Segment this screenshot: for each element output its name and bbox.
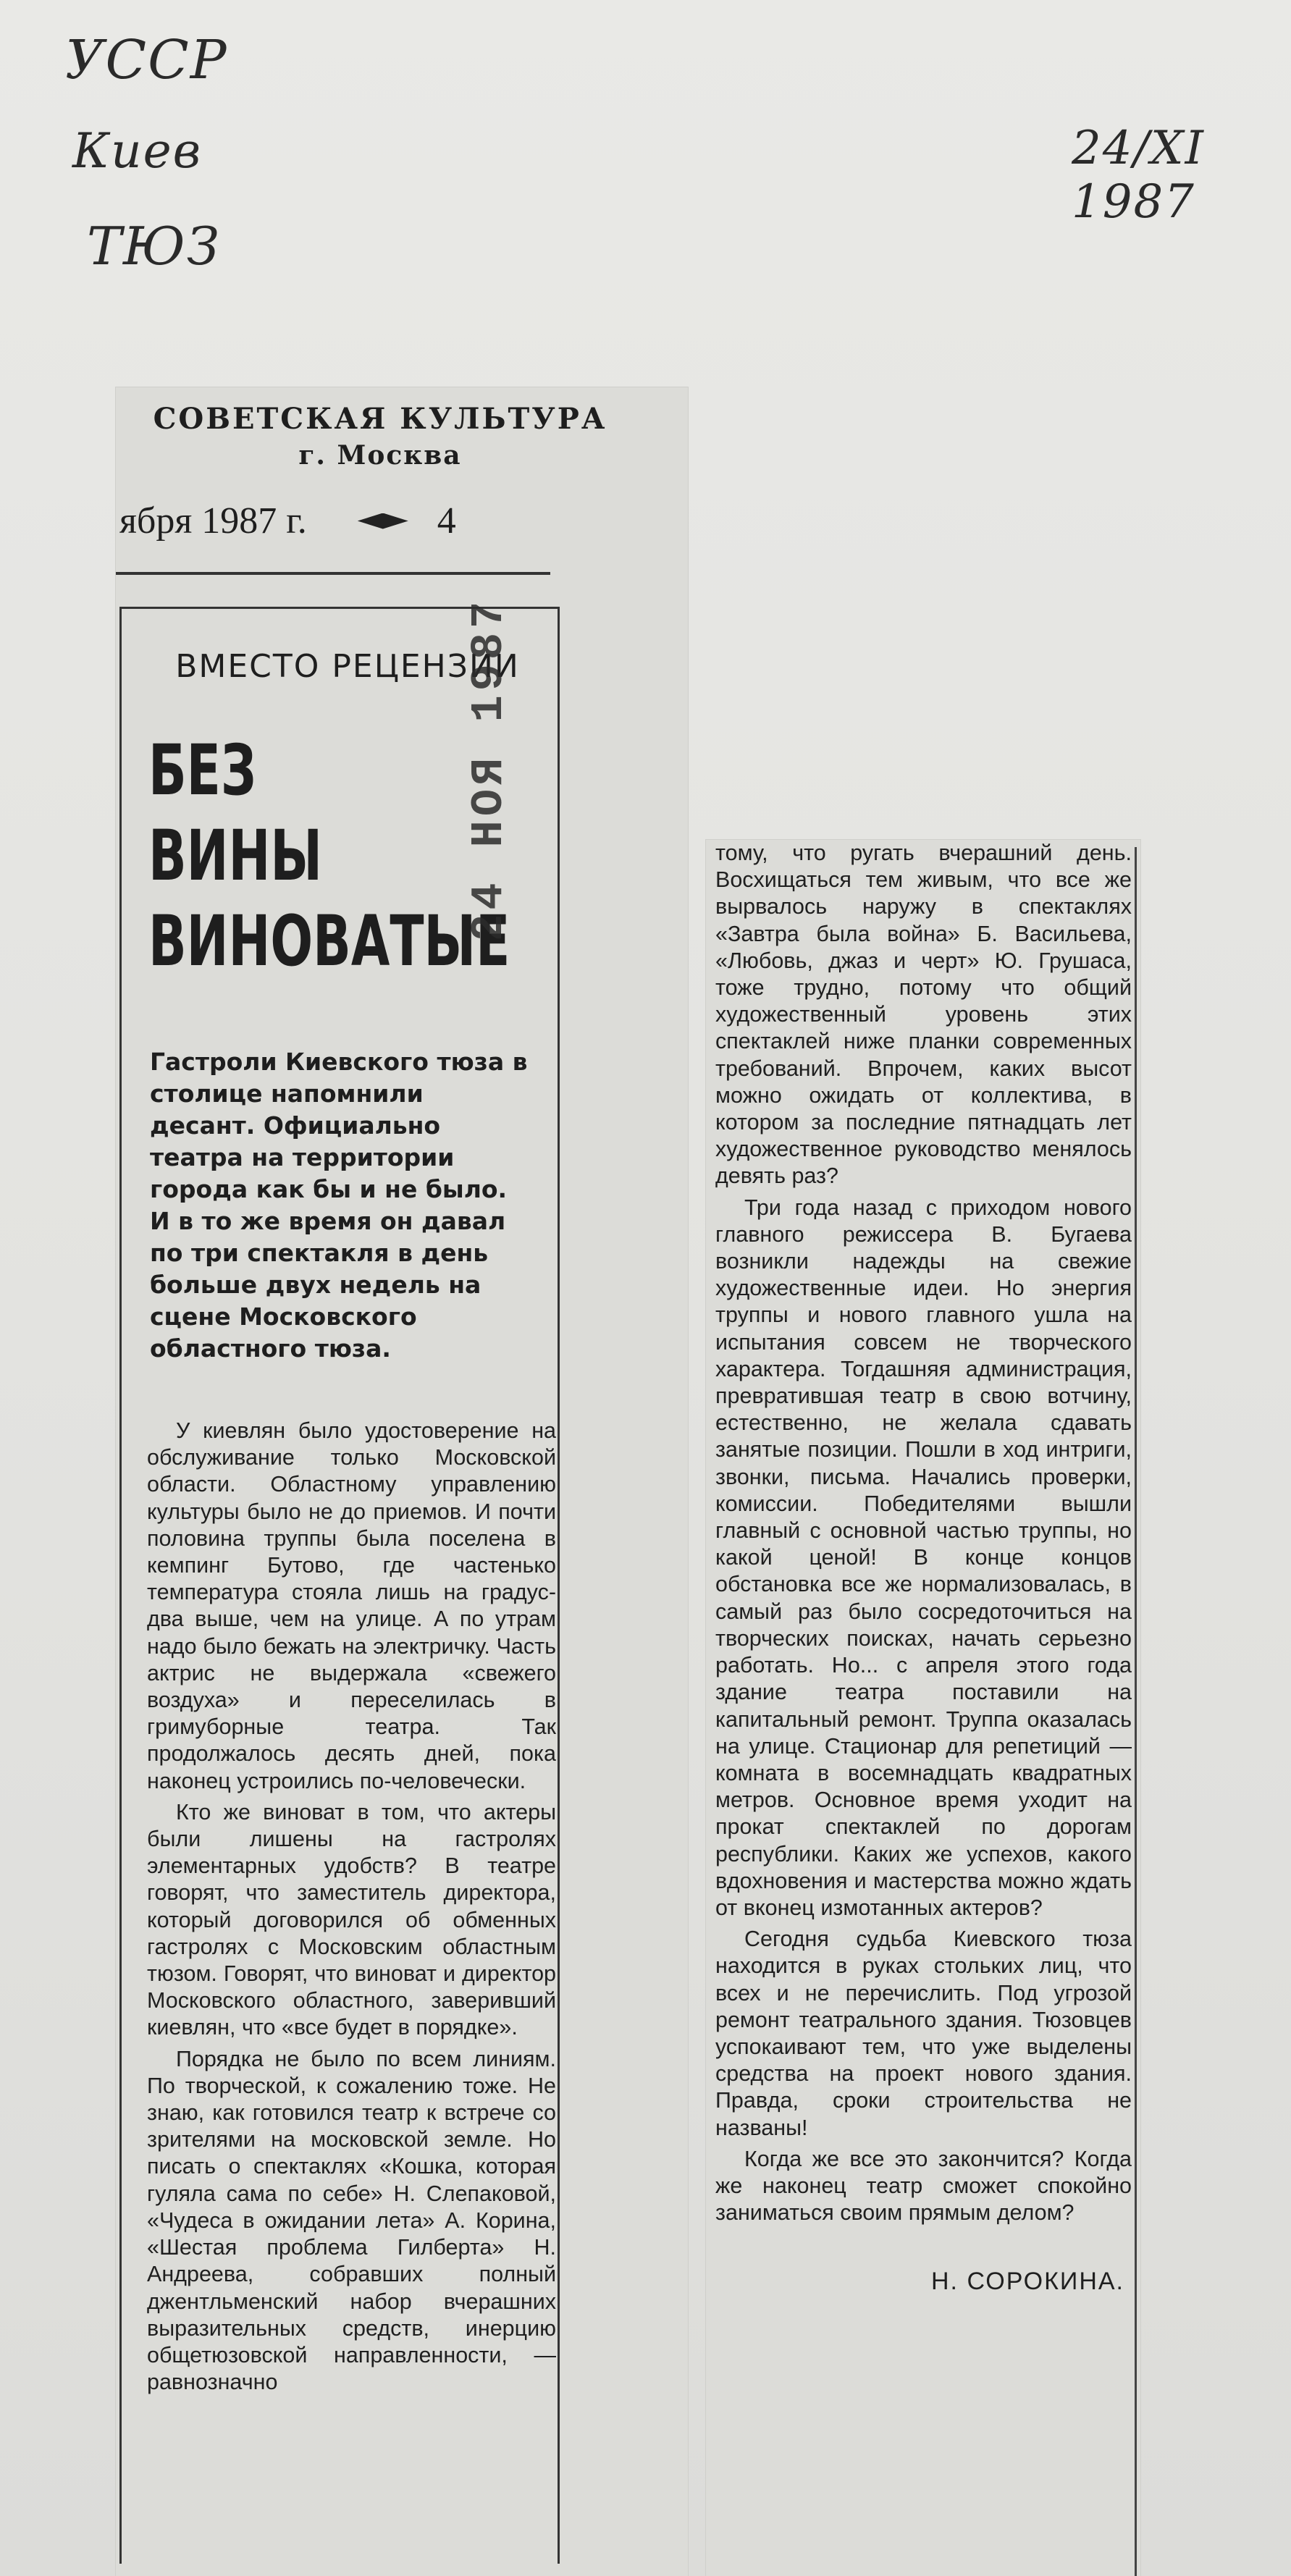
handwritten-date: 24/XI 1987 (1072, 122, 1205, 229)
headline-line: БЕЗ (148, 730, 257, 811)
issue-date: ября 1987 г. (119, 500, 307, 542)
article-paragraph: Сегодня судьба Киевского тюза находится в руках стольких лиц, что всех и не перечислить. Под угрозой ремонт театрального здания. Тюзовцев успокаивают тем, что уже выделены средства на проект нового здания. Правда, сроки строительства не названы! (715, 1927, 1132, 2140)
author-signature: Н. СОРОКИНА. (931, 2268, 1124, 2296)
article-column-right (715, 840, 1132, 2296)
page-number: 4 (437, 500, 456, 542)
dateline (119, 500, 561, 542)
newspaper-city: г. Москва (298, 440, 462, 471)
column-rule (1135, 847, 1137, 2576)
article-headline (148, 728, 510, 984)
article-paragraph: Кто же виноват в том, что актеры были лишены на гастролях элементарных удобств? В театре говорят, что заместитель директора, который договорился об обменных гастролях с Московским областным тюзом. Говорят, что виноват и директор Московского областного, заверивший киевлян, что «все будет в порядке». (147, 1799, 556, 2040)
masthead (141, 402, 619, 471)
diamond-ornament-icon (358, 513, 408, 529)
handwritten-note-republic: УССР (65, 29, 228, 91)
handwritten-note-theatre: ТЮЗ (87, 216, 221, 277)
article-paragraph: Порядка не было по всем линиям. По творческой, к сожалению тоже. Не знаю, как готовился театр к встрече со зрителями на московской земле. Но писать о спектаклях «Кошка, которая гуляла сама по себе» Н. Слепаковой, «Чудеса в ожидании лета» А. Корина, «Шестая проблема Гилберта» Н. Андреева, собравших полный джентльменский набор вчерашних выразительных средств, инерцию общетюзовской направленности, — равнозначно (147, 2046, 556, 2395)
article-paragraph: тому, что ругать вчерашний день. Восхищаться тем живым, что все же вырвалось наружу в спектаклях «Завтра была война» Б. Васильева, «Любовь, джаз и черт» Ю. Грушаса, тоже трудно, потому что общий художественный уровень этих спектаклей ниже планки современных требований. Впрочем, каких высот можно ожидать от коллектива, в котором за последние пятнадцать лет художественное руководство менялось девять раз? (715, 841, 1132, 1189)
article-paragraph: У киевлян было удостоверение на обслуживание только Московской области. Областному управлению культуры было не до приемов. И почти половина труппы была поселена в кемпинг Бутово, где частенько температура стояла лишь на градус-два выше, чем на улице. А по утрам надо было бежать на электричку. Часть актрис не выдержала «свежего воздуха» и переселилась в гримуборные театра. Так продолжалось десять дней, пока наконец устроились по-человечески. (147, 1418, 556, 1793)
newspaper-name: СОВЕТСКАЯ КУЛЬТУРА (153, 402, 607, 436)
article-paragraph: Когда же все это закончится? Когда же наконец театр сможет спокойно заниматься своим прямым делом? (715, 2146, 1132, 2226)
received-date-stamp: 24 НОЯ 1987 (463, 597, 515, 941)
handwritten-note-city: Киев (72, 123, 203, 179)
masthead-rule (116, 572, 550, 575)
headline-line: ВИНОВАТЫЕ (148, 901, 510, 982)
article-kicker: ВМЕСТО РЕЦЕНЗИИ (175, 648, 520, 685)
article-lead: Гастроли Киевского тюза в столице напомнили десант. Официально театра на территории города как бы и не было. И в то же время он давал по три спектакля в день больше двух недель на сцене Московского областного тюза. (150, 1048, 528, 1363)
article-column-left (147, 1418, 556, 2400)
headline-line: ВИНЫ (148, 815, 322, 896)
article-paragraph: Три года назад с приходом нового главного режиссера В. Бугаева возникли надежды на свежие художественные идеи. Но энергия труппы и нового главного ушла на испытания совсем не творческого характера. Тогдашняя администрация, превратившая театр в свою вотчину, естественно, не желала сдавать занятые позиции. Пошли в ход интриги, звонки, письма. Начались проверки, комиссии. Победителями вышли главный с основной частью труппы, но какой ценой! В конце концов обстановка все же нормализовалась, в самый раз было сосредоточиться на творческих поисках, начать серьезно работать. Но... с апреля этого года здание театра поставили на капитальный ремонт. Труппа оказалась на улице. Стационар для репетиций — комната в восемнадцать квадратных метров. Основное время уходит на прокат спектаклей по дорогам республики. Каких же успехов, какого вдохновения и мастерства можно ждать от вконец измотанных актеров? (715, 1195, 1132, 1920)
